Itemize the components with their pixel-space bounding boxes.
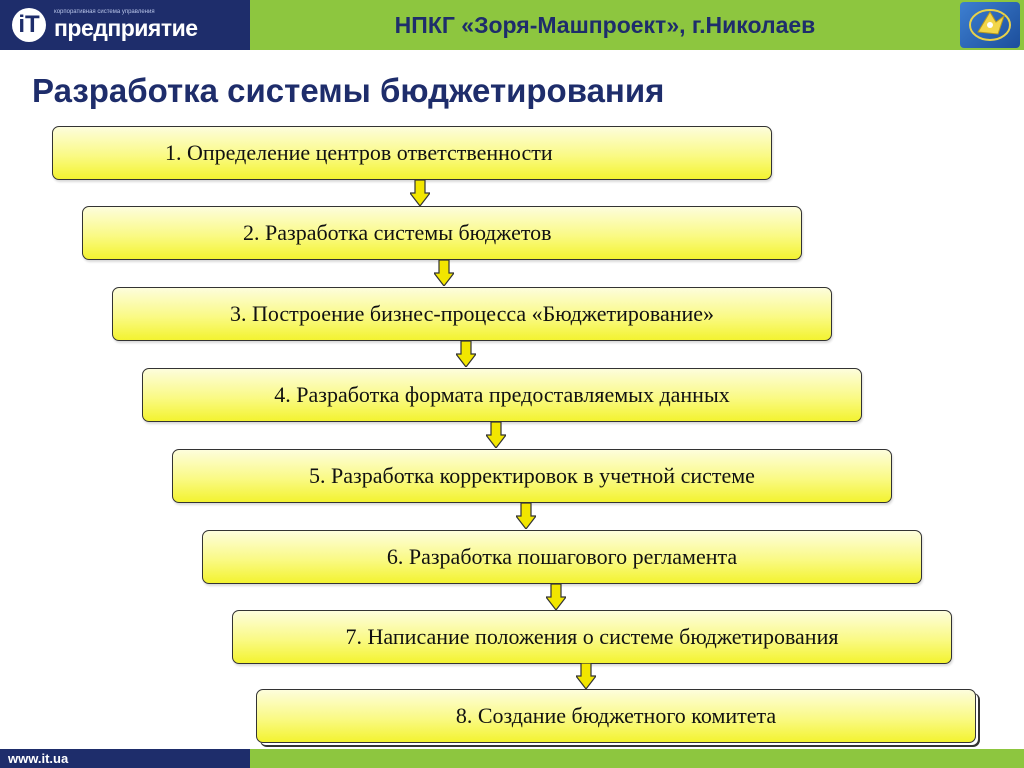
down-arrow-icon (516, 503, 536, 529)
logo-text: предприятие (54, 15, 198, 41)
step-3 (112, 287, 832, 341)
step-label: 7. Написание положения о системе бюджетирования (345, 624, 839, 649)
logo-mark-icon: iT (12, 8, 46, 42)
emblem-icon (960, 2, 1020, 48)
footer-url-box (0, 749, 250, 768)
down-arrow-icon (434, 260, 454, 286)
step-label: 5. Разработка корректировок в учетной системе (309, 463, 755, 488)
step-7 (232, 610, 952, 664)
step-label: 4. Разработка формата предоставляемых данных (274, 382, 730, 407)
down-arrow-icon (546, 584, 566, 610)
logo[interactable] (0, 0, 250, 50)
logo-subtitle: корпоративная система управления (54, 9, 155, 15)
down-arrow-icon (456, 341, 476, 367)
step-label: 2. Разработка системы бюджетов (243, 220, 552, 245)
footer-bar (0, 749, 1024, 768)
down-arrow-icon (410, 180, 430, 206)
step-label: 6. Разработка пошагового регламента (386, 544, 738, 569)
step-4 (142, 368, 862, 422)
step-8 (256, 689, 976, 743)
header-title: НПКГ «Зоря-Машпроект», г.Николаев (394, 12, 816, 38)
step-2 (82, 206, 802, 260)
page-title: Разработка системы бюджетирования (32, 72, 665, 109)
step-label: 8. Создание бюджетного комитета (455, 703, 777, 728)
header-bar (0, 0, 1024, 50)
down-arrow-icon (576, 663, 596, 689)
step-6 (202, 530, 922, 584)
step-label: 1. Определение центров ответственности (165, 140, 553, 165)
step-label: 3. Построение бизнес-процесса «Бюджетирование» (229, 301, 715, 326)
down-arrow-icon (486, 422, 506, 448)
step-5 (172, 449, 892, 503)
step-1 (52, 126, 772, 180)
footer-url-link[interactable]: www.it.ua (8, 751, 69, 766)
